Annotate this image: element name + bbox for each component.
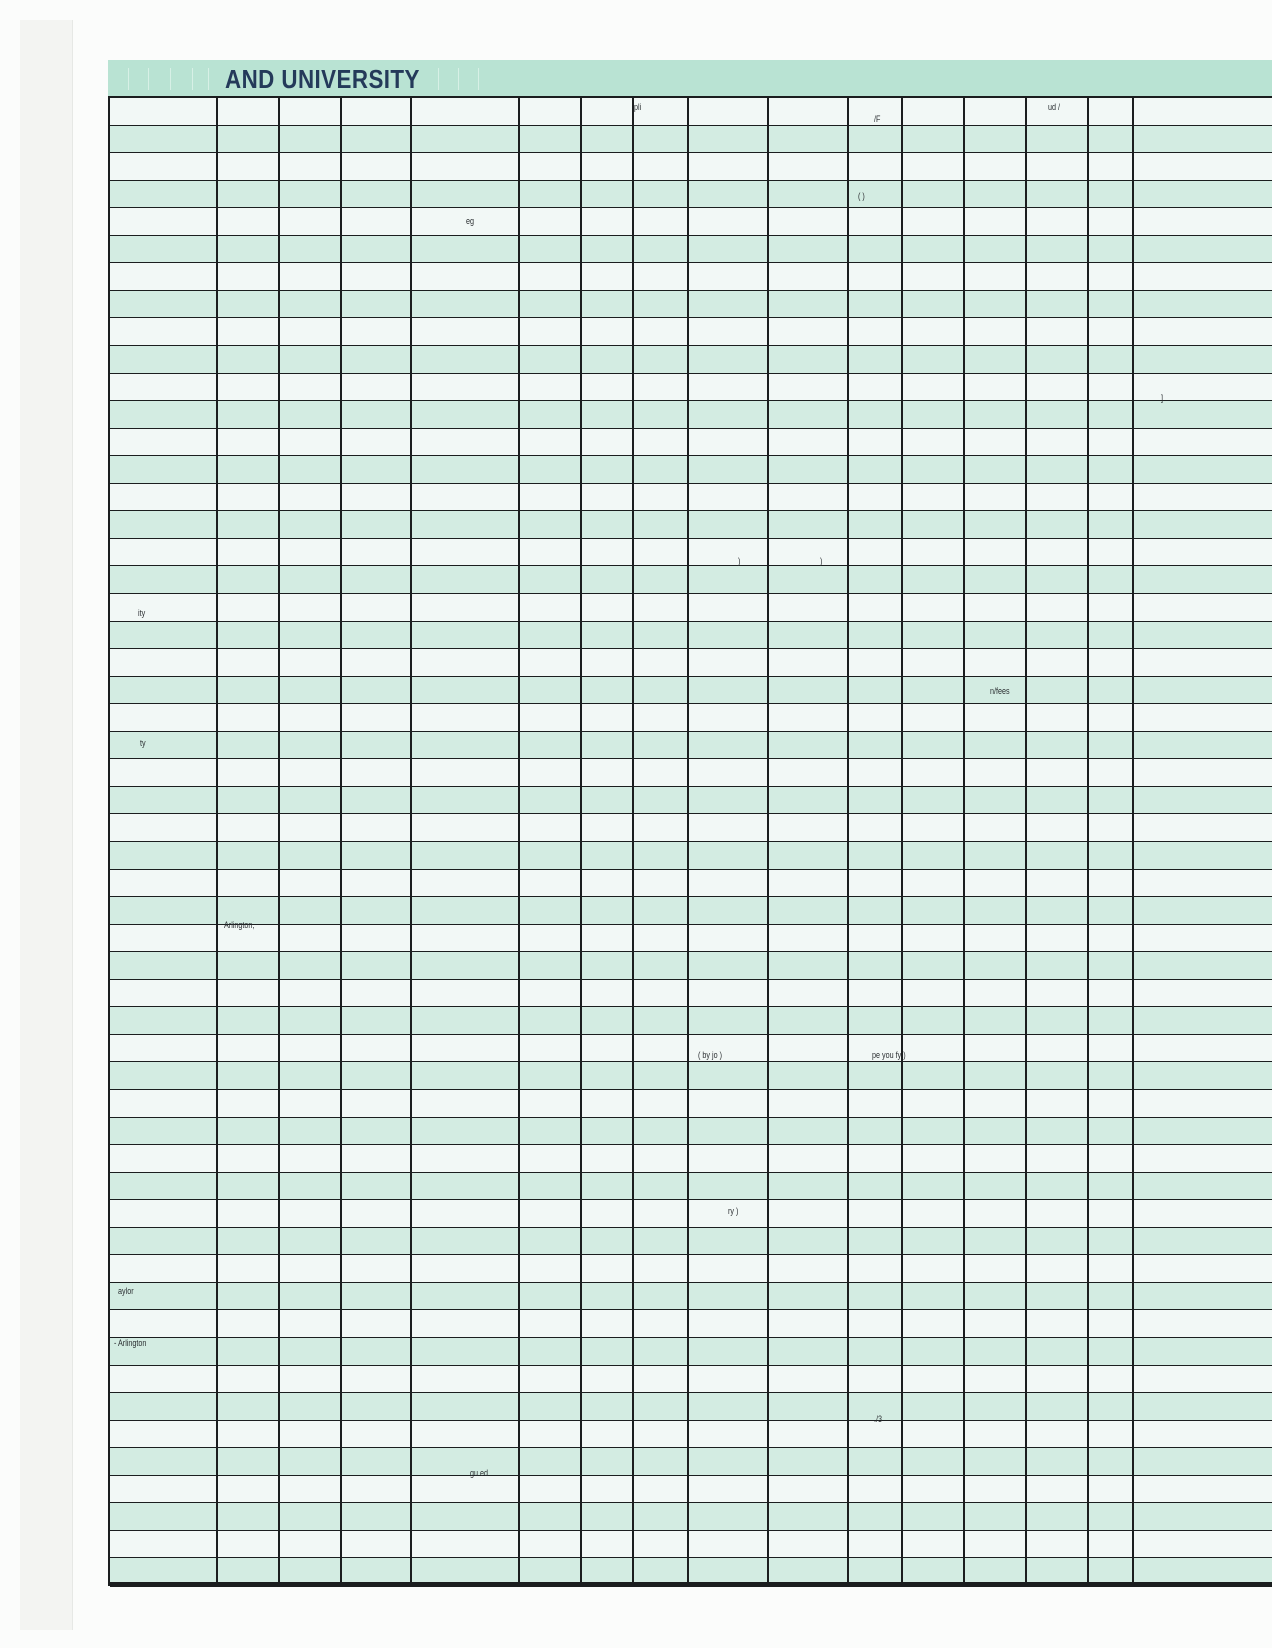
table-row xyxy=(110,814,1272,842)
table-row xyxy=(110,787,1272,815)
column-divider xyxy=(767,98,769,1586)
column-divider xyxy=(410,98,412,1586)
table-row xyxy=(110,925,1272,953)
table-row xyxy=(110,897,1272,925)
cell-text-fragment: /F xyxy=(874,114,881,124)
table-row xyxy=(110,1090,1272,1118)
table-row xyxy=(110,1310,1272,1338)
header-divider xyxy=(478,68,479,90)
cell-text-fragment: aylor xyxy=(118,1286,134,1296)
table-row xyxy=(110,98,1272,126)
header-divider xyxy=(438,68,439,90)
table-row xyxy=(110,1062,1272,1090)
page-title: AND UNIVERSITY xyxy=(225,64,420,94)
cell-text-fragment: ./3 xyxy=(874,1414,883,1424)
table-row xyxy=(110,1476,1272,1504)
table-row xyxy=(110,1393,1272,1421)
table-row xyxy=(110,126,1272,154)
header-divider xyxy=(458,68,459,90)
column-divider xyxy=(580,98,582,1586)
column-divider xyxy=(847,98,849,1586)
table-row xyxy=(110,1145,1272,1173)
column-divider xyxy=(1087,98,1089,1586)
table-row xyxy=(110,456,1272,484)
directory-sheet xyxy=(108,60,1272,1588)
table-row xyxy=(110,1200,1272,1228)
column-divider xyxy=(340,98,342,1586)
header-divider xyxy=(208,68,209,90)
cell-text-fragment: ud / xyxy=(1048,102,1061,112)
column-divider xyxy=(216,98,218,1586)
column-divider xyxy=(1132,98,1134,1586)
cell-text-fragment: ) xyxy=(820,556,823,566)
table-row xyxy=(110,263,1272,291)
cell-text-fragment: eg xyxy=(466,216,475,226)
table-row xyxy=(110,870,1272,898)
header-divider xyxy=(128,68,129,90)
table-row xyxy=(110,1255,1272,1283)
cell-text-fragment: - Arlington xyxy=(114,1338,147,1348)
table-row xyxy=(110,1503,1272,1531)
table-row xyxy=(110,346,1272,374)
table-row xyxy=(110,842,1272,870)
table-row xyxy=(110,374,1272,402)
cell-text-fragment: ry ) xyxy=(728,1206,739,1216)
table-row xyxy=(110,1283,1272,1311)
table-row xyxy=(110,732,1272,760)
cell-text-fragment: ity xyxy=(138,608,146,618)
table-row xyxy=(110,484,1272,512)
table-row xyxy=(110,594,1272,622)
cell-text-fragment: ty xyxy=(140,738,146,748)
table-row xyxy=(110,236,1272,264)
table-row xyxy=(110,208,1272,236)
table-row xyxy=(110,1338,1272,1366)
cell-text-fragment: n/fees xyxy=(990,686,1010,696)
cell-text-fragment: ( by jo ) xyxy=(698,1050,723,1060)
header-band xyxy=(108,60,1272,96)
column-divider xyxy=(901,98,903,1586)
table-row xyxy=(110,429,1272,457)
cell-text-fragment: pli xyxy=(634,102,642,112)
table-row xyxy=(110,291,1272,319)
header-divider xyxy=(192,68,193,90)
binding-spine xyxy=(20,20,73,1630)
table-bottom-border xyxy=(108,1582,1272,1586)
table-row xyxy=(110,153,1272,181)
table-row xyxy=(110,401,1272,429)
table-row xyxy=(110,952,1272,980)
table-row xyxy=(110,1035,1272,1063)
table-row xyxy=(110,759,1272,787)
table-row xyxy=(110,1228,1272,1256)
table-row xyxy=(110,1118,1272,1146)
table-row xyxy=(110,980,1272,1008)
cell-text-fragment: gu.ed xyxy=(470,1468,489,1478)
table-row xyxy=(110,704,1272,732)
cell-text-fragment: ) xyxy=(738,556,741,566)
column-divider xyxy=(687,98,689,1586)
table-row xyxy=(110,566,1272,594)
table-row xyxy=(110,318,1272,346)
table-row xyxy=(110,677,1272,705)
table-row xyxy=(110,622,1272,650)
cell-text-fragment: ] xyxy=(1161,393,1164,403)
header-divider xyxy=(148,68,149,90)
table-row xyxy=(110,539,1272,567)
table-row xyxy=(110,1448,1272,1476)
table-row xyxy=(110,181,1272,209)
column-divider xyxy=(963,98,965,1586)
data-table xyxy=(108,96,1272,1584)
column-divider xyxy=(278,98,280,1586)
table-row xyxy=(110,1173,1272,1201)
table-row xyxy=(110,1421,1272,1449)
table-row xyxy=(110,649,1272,677)
table-row xyxy=(110,1007,1272,1035)
cell-text-fragment: pe you fy ) xyxy=(872,1050,906,1060)
cell-text-fragment: ( ) xyxy=(858,191,865,201)
column-divider xyxy=(518,98,520,1586)
cell-text-fragment: Arlington, xyxy=(224,920,255,930)
table-row xyxy=(110,511,1272,539)
column-divider xyxy=(1025,98,1027,1586)
table-row xyxy=(110,1366,1272,1394)
column-divider xyxy=(632,98,634,1586)
table-row xyxy=(110,1531,1272,1559)
header-divider xyxy=(170,68,171,90)
